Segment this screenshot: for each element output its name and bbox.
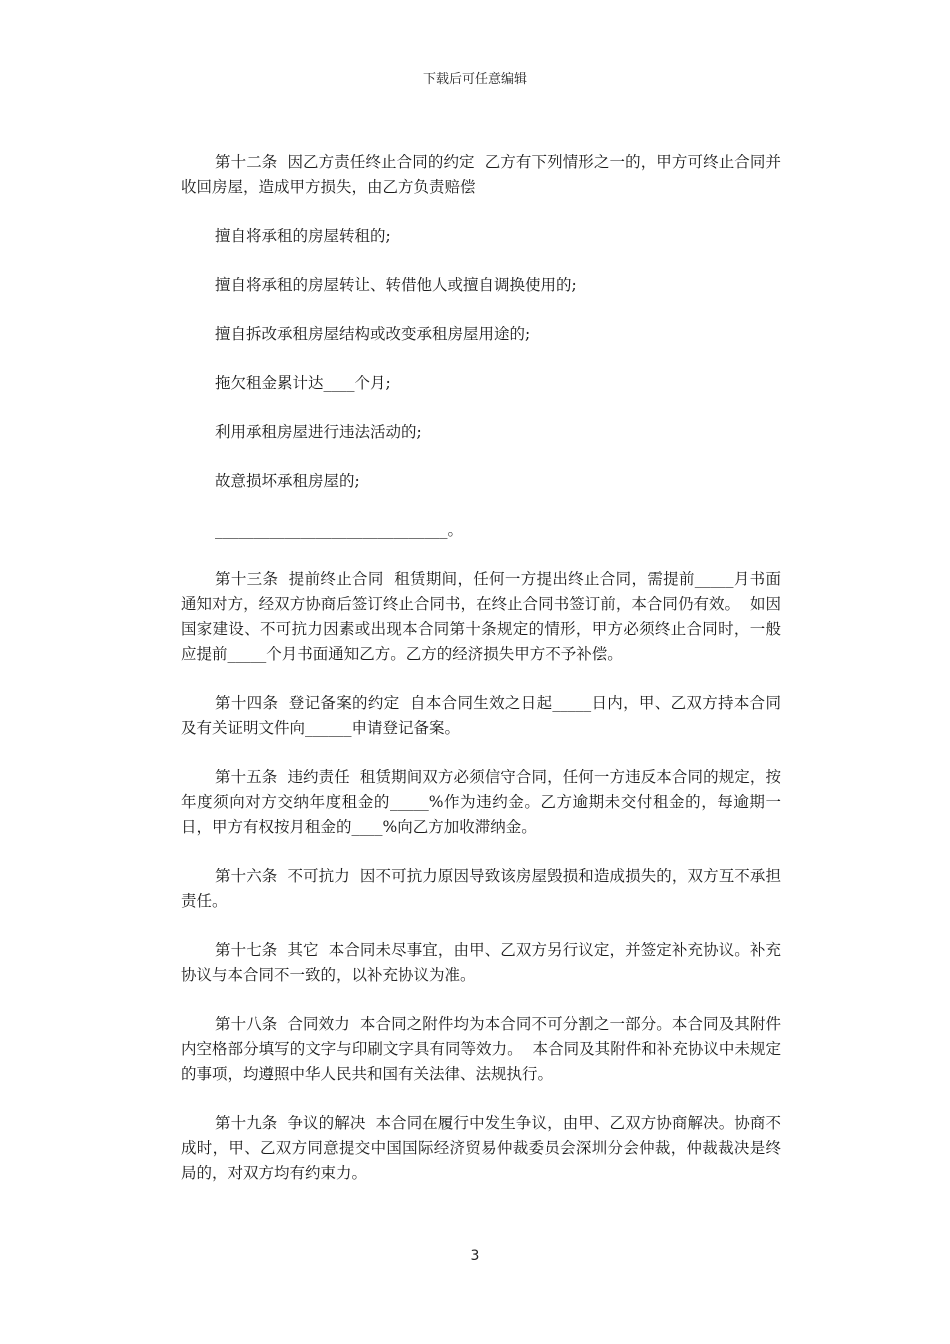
page-number: 3 [470,1248,480,1264]
clause-19: 第十九条 争议的解决 本合同在履行中发生争议，由甲、乙双方协商解决。协商不成时，甲、乙双方同意提交中国国际经济贸易仲裁委员会深圳分会仲裁，仲裁裁决是终局的，对双方均有约束力。 [181,1114,781,1182]
clause-17: 第十七条 其它 本合同未尽事宜，由甲、乙双方另行议定，并签定补充协议。补充协议与本合同不一致的，以补充协议为准。 [181,941,781,984]
list-item-blank: ______________________________。 [215,521,464,539]
page-header: 下载后可任意编辑 [422,72,527,87]
document-body [181,150,781,1210]
clause-16: 第十六条 不可抗力 因不可抗力原因导致该房屋毁损和造成损失的，双方互不承担责任。 [181,867,781,910]
list-item-sublet: 擅自将承租的房屋转租的; [215,227,391,245]
clause-12: 第十二条 因乙方责任终止合同的约定 乙方有下列情形之一的，甲方可终止合同并收回房屋，造成甲方损失，由乙方负责赔偿 [181,153,781,196]
clause-18: 第十八条 合同效力 本合同之附件均为本合同不可分割之一部分。本合同及其附件内空格部分填写的文字与印刷文字具有同等效力。 本合同及其附件和补充协议中未规定的事项，均遵照中华人民共和国有关法律、法规执行。 [181,1015,781,1083]
list-item-illegal-use: 利用承租房屋进行违法活动的; [215,423,422,441]
clause-15: 第十五条 违约责任 租赁期间双方必须信守合同，任何一方违反本合同的规定，按年度须向对方交纳年度租金的_____%作为违约金。乙方逾期未交付租金的，每逾期一日，甲方有权按月租金的____%向乙方加收滞纳金。 [181,768,781,836]
list-item-transfer: 擅自将承租的房屋转让、转借他人或擅自调换使用的; [215,276,577,294]
clause-13: 第十三条 提前终止合同 租赁期间，任何一方提出终止合同，需提前_____月书面通知对方，经双方协商后签订终止合同书，在终止合同书签订前，本合同仍有效。 如因国家建设、不可抗力因素或出现本合同第十条规定的情形，甲方必须终止合同时，一般应提前_____个月书面通知乙方。乙方的经济损失甲方不予补偿。 [181,570,781,663]
list-item-alter-structure: 擅自拆改承租房屋结构或改变承租房屋用途的; [215,325,531,343]
clause-14: 第十四条 登记备案的约定 自本合同生效之日起_____日内，甲、乙双方持本合同及有关证明文件向______申请登记备案。 [181,694,781,737]
list-item-rent-arrears: 拖欠租金累计达____个月; [215,374,391,392]
list-item-damage: 故意损坏承租房屋的; [215,472,360,490]
